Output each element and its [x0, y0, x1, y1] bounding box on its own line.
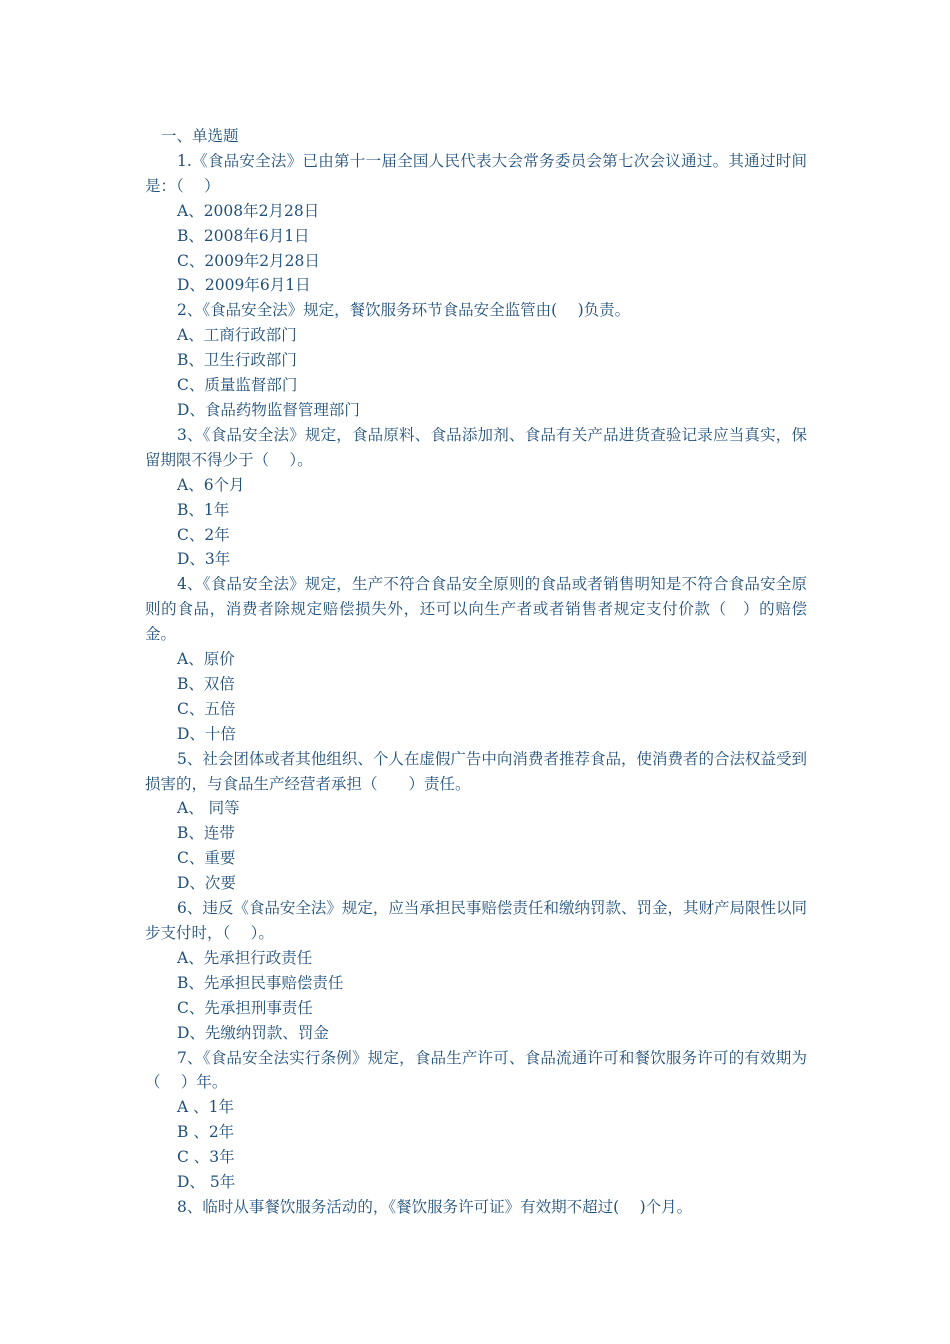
section-title: 一、单选题	[161, 127, 239, 145]
answer-option: C、重要	[177, 849, 236, 868]
question-list	[145, 149, 807, 1220]
answer-option: D、先缴纳罚款、罚金	[177, 1023, 329, 1042]
answer-option: A、先承担行政责任	[177, 948, 313, 967]
answer-option: A、工商行政部门	[177, 326, 297, 345]
question-3	[145, 423, 807, 572]
answer-option: A、2008年2月28日	[177, 201, 320, 220]
document-body	[145, 124, 807, 1220]
question-stem: 3、《食品安全法》规定，食品原料、食品添加剂、食品有关产品进货查验记录应当真实，保留期限不得少于（ ）。	[145, 425, 807, 469]
answer-option: D、2009年6月1日	[177, 276, 311, 295]
answer-option: A、 同等	[177, 799, 240, 818]
question-6	[145, 896, 807, 1045]
answer-option: C、2009年2月28日	[177, 251, 320, 270]
question-stem: 5、社会团体或者其他组织、个人在虚假广告中向消费者推荐食品，使消费者的合法权益受到损害的，与食品生产经营者承担（ ）责任。	[145, 749, 807, 793]
question-stem: 1.《食品安全法》已由第十一届全国人民代表大会常务委员会第七次会议通过。其通过时间是：（ ）	[145, 151, 807, 195]
question-8	[145, 1195, 807, 1220]
answer-option: B、先承担民事赔偿责任	[177, 973, 344, 992]
question-stem: 6、违反《食品安全法》规定，应当承担民事赔偿责任和缴纳罚款、罚金，其财产局限性以同步支付时，（ ）。	[145, 899, 807, 942]
question-stem: 2、《食品安全法》规定，餐饮服务环节食品安全监管由( )负责。	[177, 301, 631, 320]
question-5	[145, 747, 807, 896]
answer-option: B、1年	[177, 500, 230, 519]
answer-option: B、2008年6月1日	[177, 226, 310, 245]
answer-option: D、3年	[177, 550, 231, 569]
answer-option: A、6个月	[177, 475, 245, 494]
answer-option: C 、3年	[177, 1148, 235, 1167]
answer-option: C、五倍	[177, 699, 236, 718]
answer-option: C、质量监督部门	[177, 376, 298, 395]
answer-option: D、 5年	[177, 1173, 236, 1192]
answer-option: A、原价	[177, 650, 235, 669]
answer-option: D、十倍	[177, 724, 236, 743]
answer-option: B、双倍	[177, 674, 235, 693]
answer-option: B 、2年	[177, 1123, 235, 1142]
question-stem: 4、《食品安全法》规定，生产不符合食品安全原则的食品或者销售明知是不符合食品安全原则的食品，消费者除规定赔偿损失外，还可以向生产者或者销售者规定支付价款（ ）的赔偿金。	[145, 575, 807, 644]
answer-option: B、连带	[177, 824, 235, 843]
question-1	[145, 149, 807, 298]
question-2	[145, 298, 807, 423]
answer-option: A 、1年	[177, 1098, 234, 1117]
question-7	[145, 1046, 807, 1195]
answer-option: C、先承担刑事责任	[177, 998, 313, 1017]
question-stem: 7、《食品安全法实行条例》规定，食品生产许可、食品流通许可和餐饮服务许可的有效期为（ ）年。	[145, 1048, 807, 1092]
question-stem: 8、临时从事餐饮服务活动的，《餐饮服务许可证》有效期不超过( )个月。	[177, 1197, 693, 1216]
answer-option: D、食品药物监督管理部门	[177, 400, 360, 419]
question-4	[145, 572, 807, 746]
answer-option: B、卫生行政部门	[177, 351, 297, 370]
answer-option: D、次要	[177, 874, 236, 893]
answer-option: C、2年	[177, 525, 230, 544]
